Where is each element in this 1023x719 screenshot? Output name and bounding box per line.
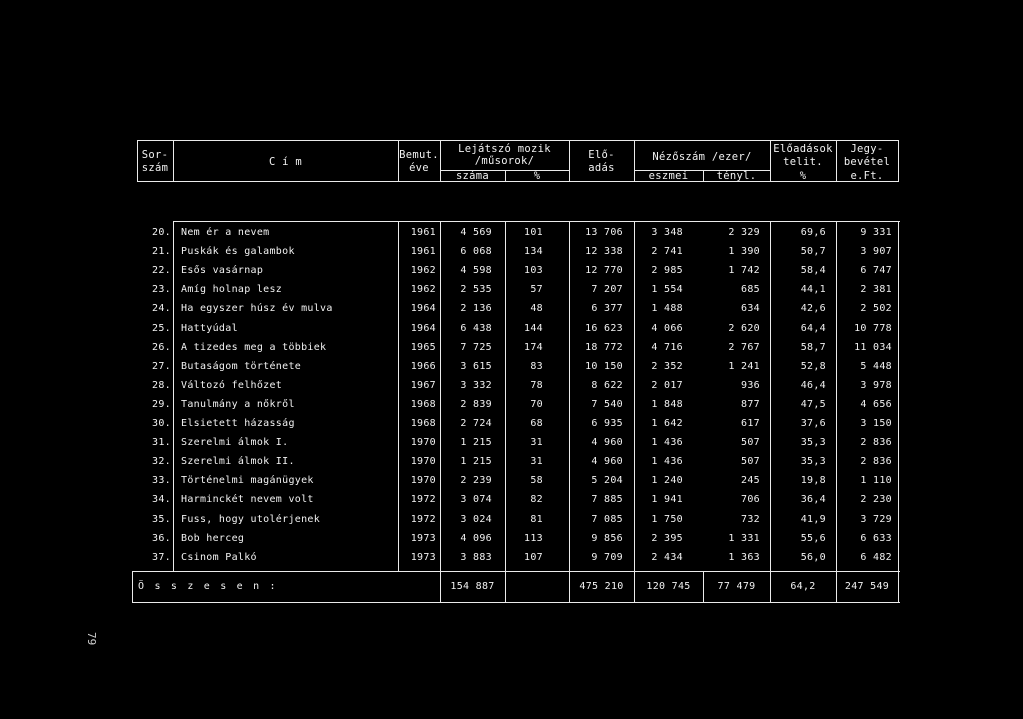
cell-pct: 82 [530, 494, 543, 505]
cell-title: Amíg holnap lesz [181, 284, 283, 295]
header-sorszam-2: szám [141, 162, 169, 174]
cell-pct: 144 [524, 323, 543, 334]
cell-jegy: 2 836 [860, 437, 892, 448]
cell-szama: 2 839 [460, 399, 492, 410]
cell-pct: 107 [524, 552, 543, 563]
cell-year: 1973 [410, 533, 436, 544]
cell-szama: 2 535 [460, 284, 492, 295]
cell-tenyl: 245 [741, 475, 760, 486]
cell-year: 1968 [410, 418, 436, 429]
total-tenyl: 77 479 [717, 581, 756, 592]
header-eload-2: adás [588, 162, 615, 174]
cell-jegy: 3 907 [860, 246, 892, 257]
total-eszmei: 120 745 [646, 581, 691, 592]
cell-title: A tizedes meg a többiek [181, 342, 327, 353]
cell-eszmei: 2 985 [651, 265, 683, 276]
cell-no: 27. [152, 361, 171, 372]
cell-pct: 113 [524, 533, 543, 544]
cell-eload: 9 856 [591, 533, 623, 544]
header-jegy-3: e.Ft. [850, 170, 884, 182]
cell-eload: 6 935 [591, 418, 623, 429]
cell-jegy: 6 633 [860, 533, 892, 544]
cell-pct: 81 [530, 514, 543, 525]
header-nezoszam: Nézőszám /ezer/ [652, 151, 752, 163]
total-eload: 475 210 [579, 581, 624, 592]
cell-eload: 10 150 [585, 361, 623, 372]
cell-telit: 37,6 [800, 418, 826, 429]
cell-pct: 174 [524, 342, 543, 353]
cell-szama: 4 598 [460, 265, 492, 276]
cell-title: Csinom Palkó [181, 552, 257, 563]
cell-tenyl: 1 363 [728, 552, 760, 563]
cell-year: 1970 [410, 475, 436, 486]
cell-year: 1961 [410, 246, 436, 257]
cell-year: 1964 [410, 323, 436, 334]
header-eloadasok-pct: % [799, 170, 807, 182]
cell-no: 23. [152, 284, 171, 295]
cell-title: Puskák és galambok [181, 246, 295, 257]
cell-year: 1964 [410, 303, 436, 314]
cell-jegy: 11 034 [854, 342, 892, 353]
cell-title: Harminckét nevem volt [181, 494, 314, 505]
cell-no: 33. [152, 475, 171, 486]
cell-szama: 3 615 [460, 361, 492, 372]
cell-pct: 134 [524, 246, 543, 257]
header-jegy-2: bevétel [843, 156, 891, 168]
cell-telit: 41,9 [800, 514, 826, 525]
cell-year: 1962 [410, 284, 436, 295]
cell-title: Bob herceg [181, 533, 245, 544]
cell-jegy: 2 502 [860, 303, 892, 314]
header-lejatszo-szama: száma [455, 170, 490, 182]
cell-eload: 13 706 [585, 227, 623, 238]
cell-szama: 4 096 [460, 533, 492, 544]
cell-telit: 64,4 [800, 323, 826, 334]
cell-tenyl: 1 742 [728, 265, 760, 276]
cell-no: 25. [152, 323, 171, 334]
cell-no: 37. [152, 552, 171, 563]
total-label: Ö s s z e s e n : [138, 581, 278, 592]
cell-year: 1972 [410, 494, 436, 505]
cell-szama: 1 215 [460, 456, 492, 467]
cell-telit: 50,7 [800, 246, 826, 257]
header-nezo-tenyl: tényl. [716, 170, 757, 182]
cell-telit: 35,3 [800, 437, 826, 448]
cell-eload: 9 709 [591, 552, 623, 563]
cell-szama: 3 024 [460, 514, 492, 525]
cell-year: 1966 [410, 361, 436, 372]
cell-title: Nem ér a nevem [181, 227, 270, 238]
cell-year: 1965 [410, 342, 436, 353]
cell-telit: 36,4 [800, 494, 826, 505]
page-number: 79 [85, 632, 98, 646]
cell-pct: 58 [530, 475, 543, 486]
cell-szama: 6 068 [460, 246, 492, 257]
cell-year: 1962 [410, 265, 436, 276]
cell-no: 21. [152, 246, 171, 257]
cell-szama: 3 883 [460, 552, 492, 563]
cell-title: Történelmi magánügyek [181, 475, 314, 486]
cell-year: 1973 [410, 552, 436, 563]
total-jegy: 247 549 [844, 581, 890, 592]
cell-telit: 44,1 [800, 284, 826, 295]
cell-eszmei: 1 941 [651, 494, 683, 505]
cell-jegy: 2 836 [860, 456, 892, 467]
cell-no: 34. [152, 494, 171, 505]
cell-no: 22. [152, 265, 171, 276]
cell-no: 31. [152, 437, 171, 448]
header-cim: C í m [268, 156, 303, 168]
cell-tenyl: 2 329 [728, 227, 760, 238]
cell-no: 26. [152, 342, 171, 353]
cell-pct: 48 [530, 303, 543, 314]
cell-no: 32. [152, 456, 171, 467]
cell-eload: 12 770 [585, 265, 623, 276]
cell-title: Változó felhőzet [181, 380, 283, 391]
cell-jegy: 2 230 [860, 494, 892, 505]
total-telit: 64,2 [790, 581, 816, 592]
cell-title: Tanulmány a nőkről [181, 399, 295, 410]
cell-eszmei: 2 434 [651, 552, 683, 563]
header-eloadasok: Előadások [773, 143, 833, 155]
cell-pct: 70 [530, 399, 543, 410]
cell-pct: 68 [530, 418, 543, 429]
header-bemut-2: éve [409, 162, 429, 174]
cell-szama: 6 438 [460, 323, 492, 334]
cell-eload: 8 622 [591, 380, 623, 391]
cell-eszmei: 1 240 [651, 475, 683, 486]
cell-title: Esős vasárnap [181, 265, 264, 276]
cell-year: 1967 [410, 380, 436, 391]
cell-szama: 2 239 [460, 475, 492, 486]
cell-pct: 103 [524, 265, 543, 276]
cell-tenyl: 706 [741, 494, 760, 505]
cell-eszmei: 2 741 [651, 246, 683, 257]
cell-tenyl: 2 620 [728, 323, 760, 334]
cell-eszmei: 1 436 [651, 437, 683, 448]
cell-tenyl: 732 [741, 514, 760, 525]
cell-telit: 19,8 [800, 475, 826, 486]
cell-tenyl: 507 [741, 456, 760, 467]
header-eloadasok-2: telit. [783, 156, 823, 168]
cell-pct: 83 [530, 361, 543, 372]
cell-eload: 16 623 [585, 323, 623, 334]
cell-eload: 5 204 [591, 475, 623, 486]
header-jegy: Jegy- [850, 143, 884, 155]
cell-telit: 35,3 [800, 456, 826, 467]
cell-year: 1961 [410, 227, 436, 238]
cell-eszmei: 1 848 [651, 399, 683, 410]
cell-tenyl: 1 241 [728, 361, 760, 372]
cell-eload: 7 085 [591, 514, 623, 525]
cell-title: Hattyúdal [181, 323, 238, 334]
cell-eszmei: 2 017 [651, 380, 683, 391]
total-szama: 154 887 [450, 581, 495, 592]
header-eload: Elő- [588, 149, 615, 161]
cell-eszmei: 4 716 [651, 342, 683, 353]
cell-eszmei: 1 488 [651, 303, 683, 314]
header-sorszam: Sor- [141, 149, 169, 161]
cell-pct: 31 [530, 437, 543, 448]
cell-szama: 7 725 [460, 342, 492, 353]
cell-tenyl: 877 [741, 399, 760, 410]
cell-tenyl: 1 331 [728, 533, 760, 544]
cell-jegy: 3 150 [860, 418, 892, 429]
cell-tenyl: 936 [741, 380, 760, 391]
cell-no: 29. [152, 399, 171, 410]
cell-jegy: 4 656 [860, 399, 892, 410]
cell-title: Fuss, hogy utolérjenek [181, 514, 321, 525]
cell-eszmei: 2 352 [651, 361, 683, 372]
cell-jegy: 2 381 [860, 284, 892, 295]
cell-eload: 6 377 [591, 303, 623, 314]
cell-jegy: 5 448 [860, 361, 892, 372]
cell-tenyl: 685 [741, 284, 760, 295]
cell-szama: 4 569 [460, 227, 492, 238]
cell-title: Szerelmi álmok II. [181, 456, 295, 467]
cell-pct: 31 [530, 456, 543, 467]
cell-eszmei: 1 750 [651, 514, 683, 525]
cell-title: Ha egyszer húsz év mulva [181, 303, 333, 314]
header-lejatszo-pct: % [533, 170, 541, 182]
cell-eload: 12 338 [585, 246, 623, 257]
cell-pct: 57 [530, 284, 543, 295]
cell-szama: 2 724 [460, 418, 492, 429]
cell-jegy: 10 778 [854, 323, 892, 334]
cell-eload: 4 960 [591, 456, 623, 467]
cell-tenyl: 507 [741, 437, 760, 448]
cell-eload: 18 772 [585, 342, 623, 353]
cell-telit: 52,8 [800, 361, 826, 372]
cell-szama: 3 332 [460, 380, 492, 391]
cell-eszmei: 1 642 [651, 418, 683, 429]
cell-tenyl: 634 [741, 303, 760, 314]
cell-eszmei: 2 395 [651, 533, 683, 544]
cell-eszmei: 4 066 [651, 323, 683, 334]
cell-telit: 47,5 [800, 399, 826, 410]
cell-title: Butaságom története [181, 361, 302, 372]
cell-szama: 1 215 [460, 437, 492, 448]
cell-eszmei: 1 436 [651, 456, 683, 467]
cell-szama: 2 136 [460, 303, 492, 314]
cell-year: 1972 [410, 514, 436, 525]
cell-year: 1970 [410, 456, 436, 467]
cell-szama: 3 074 [460, 494, 492, 505]
cell-tenyl: 2 767 [728, 342, 760, 353]
header-lejatszo: Lejátszó mozik [458, 143, 551, 155]
cell-eload: 7 540 [591, 399, 623, 410]
header-nezo-eszmei: eszmei [648, 170, 689, 182]
cell-telit: 46,4 [800, 380, 826, 391]
header-lejatszo-2: /műsorok/ [474, 155, 535, 167]
cell-tenyl: 617 [741, 418, 760, 429]
cell-telit: 58,4 [800, 265, 826, 276]
cell-pct: 78 [530, 380, 543, 391]
cell-pct: 101 [524, 227, 543, 238]
cell-no: 30. [152, 418, 171, 429]
cell-eload: 4 960 [591, 437, 623, 448]
cell-no: 20. [152, 227, 171, 238]
cell-jegy: 6 747 [860, 265, 892, 276]
cell-telit: 58,7 [800, 342, 826, 353]
cell-jegy: 6 482 [860, 552, 892, 563]
cell-eszmei: 1 554 [651, 284, 683, 295]
cell-title: Elsietett házasság [181, 418, 295, 429]
cell-eszmei: 3 348 [651, 227, 683, 238]
cell-no: 36. [152, 533, 171, 544]
cell-year: 1970 [410, 437, 436, 448]
cell-tenyl: 1 390 [728, 246, 760, 257]
cell-title: Szerelmi álmok I. [181, 437, 289, 448]
cell-no: 35. [152, 514, 171, 525]
cell-jegy: 3 978 [860, 380, 892, 391]
cell-eload: 7 885 [591, 494, 623, 505]
cell-telit: 56,0 [800, 552, 826, 563]
cell-telit: 42,6 [800, 303, 826, 314]
cell-jegy: 3 729 [860, 514, 892, 525]
cell-eload: 7 207 [591, 284, 623, 295]
header-bemut: Bemut. [399, 149, 439, 161]
cell-no: 28. [152, 380, 171, 391]
cell-jegy: 9 331 [860, 227, 892, 238]
cell-no: 24. [152, 303, 171, 314]
cell-telit: 55,6 [800, 533, 826, 544]
cell-jegy: 1 110 [860, 475, 892, 486]
cell-year: 1968 [410, 399, 436, 410]
cell-telit: 69,6 [800, 227, 826, 238]
